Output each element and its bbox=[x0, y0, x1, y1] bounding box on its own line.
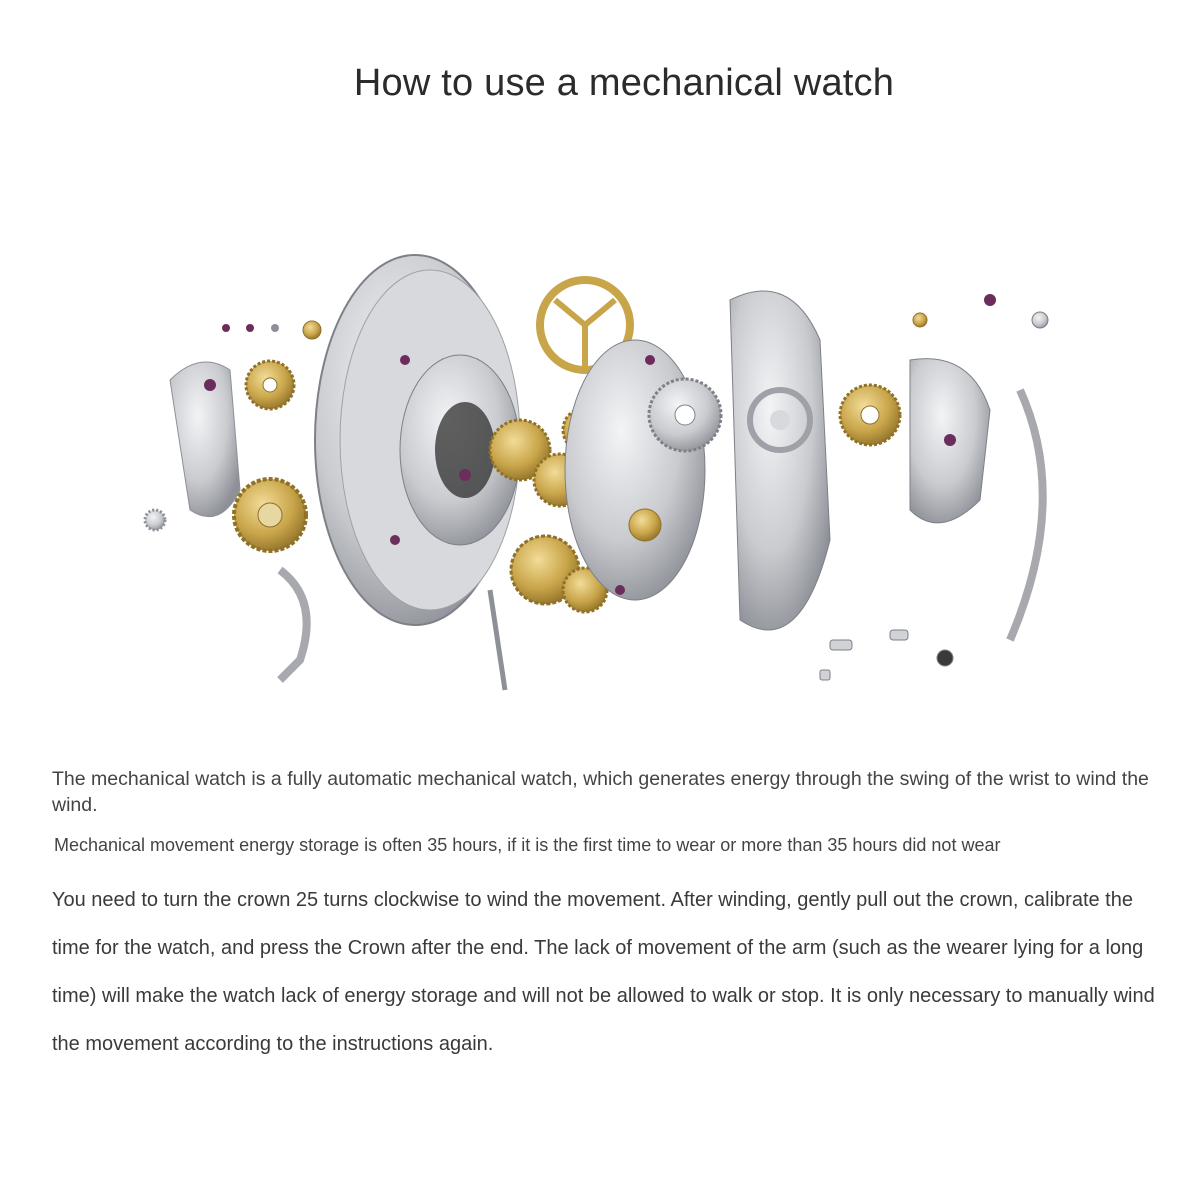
right-lever bbox=[910, 359, 990, 523]
screws bbox=[820, 630, 953, 680]
page-title: How to use a mechanical watch bbox=[353, 62, 895, 104]
paragraph-intro: The mechanical watch is a fully automatic mechanical watch, which generates energy through the swing of the wrist to wind the wind. bbox=[52, 768, 1149, 816]
exploded-watch-movement-icon bbox=[130, 240, 1070, 710]
brass-wheel-left bbox=[234, 479, 306, 551]
paragraph-energy-storage: Mechanical movement energy storage is often 35 hours, if it is the first time to wear or more than 35 hours did not wear bbox=[54, 835, 1001, 855]
escape-wheel bbox=[649, 379, 721, 451]
barrel-bridge bbox=[565, 340, 705, 600]
right-bridge-cluster bbox=[730, 291, 830, 630]
paragraph-instructions: You need to turn the crown 25 turns clockwise to wind the movement. After winding, gently pull out the crown, calibrate the time for the watch, and press the Crown after the end. The lack of movement of the arm (such as the wearer lying for a long time) will make the watch lack of energy storage and will not be allowed to walk or stop. It is only necessary to manually wind the movement according to the instructions again. bbox=[52, 889, 1155, 1055]
brass-gear-right bbox=[840, 385, 900, 445]
left-bridge-part bbox=[170, 362, 240, 517]
small-brass-gear-left bbox=[246, 361, 294, 409]
